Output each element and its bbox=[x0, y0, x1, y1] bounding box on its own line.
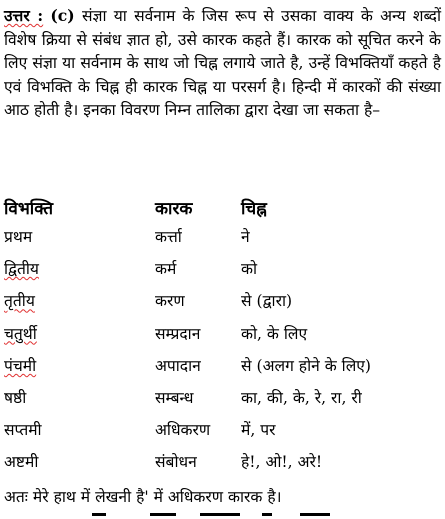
answer-text: संज्ञा या सर्वनाम के जिस रूप से उसका वाक्य के अन्य शब्दों विशेष क्रिया से संबंध ज्ञात हो, उसे कारक कहते हैं। कारक को सूचित करने के लिए संज्ञा या सर्वनाम के साथ जो चिह्न लगाये जाते है, उन्हें विभक्तियाँ कहते है एवं विभक्ति के चिह्न ही कारक चिह्न या परसर्ग है। हिन्दी में कारकों की संख्या आठ होती है। इनका विवरण निम्न तालिका द्वारा देखा जा सकता है– bbox=[4, 7, 441, 120]
header-chihn: चिह्न bbox=[241, 199, 267, 219]
cell-karak: कर्त्ता bbox=[155, 228, 182, 246]
cell-vibhakti: पंचमी bbox=[4, 356, 37, 375]
cell-chihn: का, की, के, रे, रा, री bbox=[241, 388, 362, 407]
cell-vibhakti: अष्टमी bbox=[4, 453, 39, 472]
cell-vibhakti: प्रथम bbox=[4, 228, 33, 246]
table-row bbox=[4, 289, 441, 321]
cell-chihn: ने bbox=[241, 228, 250, 246]
header-karak: कारक bbox=[155, 199, 193, 219]
cell-chihn: से (अलग होने के लिए) bbox=[241, 356, 371, 375]
answer-paragraph bbox=[4, 4, 441, 123]
cell-karak: सम्बन्ध bbox=[155, 388, 194, 407]
cell-vibhakti: तृतीय bbox=[4, 292, 35, 311]
cell-vibhakti: सप्तमी bbox=[4, 421, 42, 440]
cell-chihn: में, पर bbox=[241, 421, 276, 440]
header-vibhakti: विभक्ति bbox=[4, 199, 54, 219]
cell-karak: संबोधन bbox=[155, 453, 197, 472]
table-row bbox=[4, 257, 441, 289]
cell-vibhakti: चतुर्थी bbox=[4, 324, 37, 343]
cell-karak: करण bbox=[155, 292, 185, 311]
table-row bbox=[4, 354, 441, 386]
table-row bbox=[4, 386, 441, 418]
cell-vibhakti: षष्ठी bbox=[4, 388, 27, 407]
cell-chihn: को, के लिए bbox=[241, 324, 308, 343]
cell-vibhakti: द्वितीय bbox=[4, 260, 39, 279]
cell-karak: अधिकरण bbox=[155, 421, 211, 440]
table-row bbox=[4, 225, 441, 257]
cell-chihn: हे!, ओ!, अरे! bbox=[241, 453, 323, 472]
table-row bbox=[4, 322, 441, 354]
answer-label: उत्तर : bbox=[4, 6, 44, 25]
cell-karak: अपादान bbox=[155, 356, 201, 375]
example-sentence: अतः मेरे हाथ में लेखनी है' में अधिकरण कारक है। bbox=[4, 488, 282, 506]
table-row bbox=[4, 418, 441, 450]
cell-karak: सम्प्रदान bbox=[155, 324, 201, 343]
cell-karak: कर्म bbox=[155, 260, 177, 279]
karak-table bbox=[4, 196, 441, 483]
table-row bbox=[4, 450, 441, 482]
cell-chihn: से (द्वारा) bbox=[241, 292, 293, 311]
table-header-row bbox=[4, 196, 441, 225]
answer-option-marker: (c) bbox=[50, 6, 75, 25]
cell-chihn: को bbox=[241, 260, 258, 279]
cropped-next-line bbox=[0, 513, 445, 519]
